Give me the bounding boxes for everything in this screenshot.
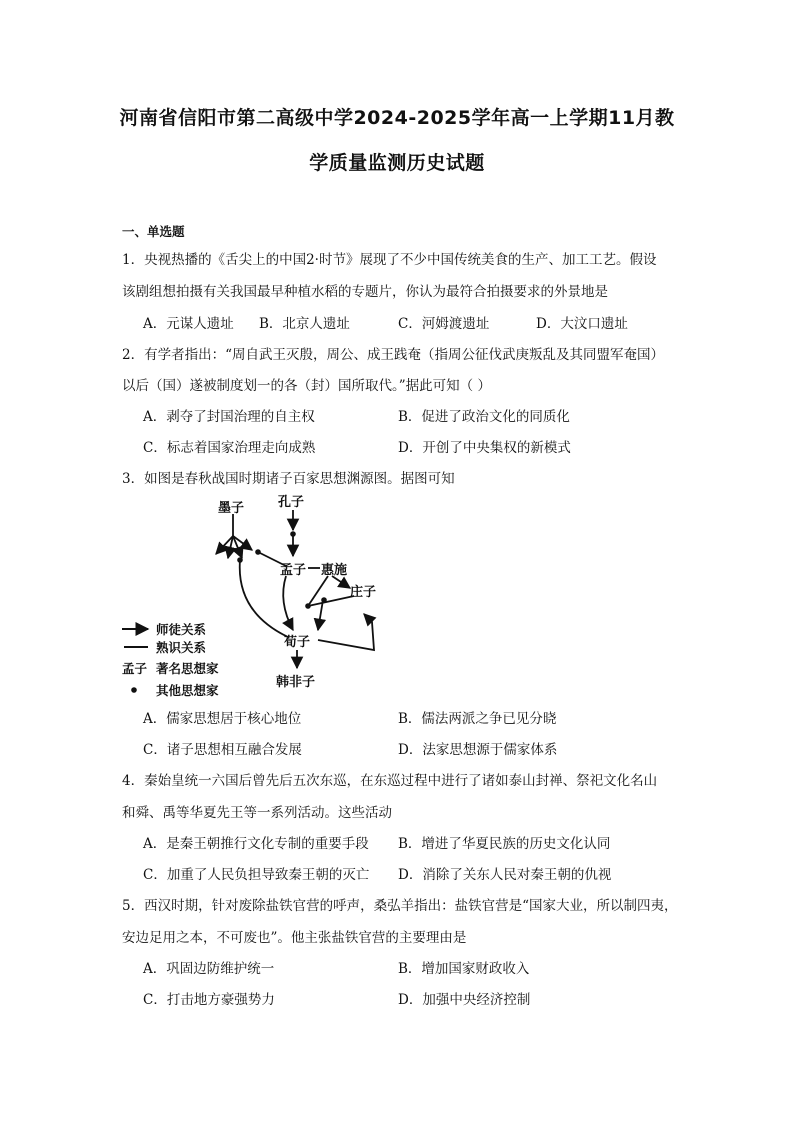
dot-node-3: [237, 557, 243, 563]
q2-option-a[interactable]: A．剥夺了封国治理的自主权: [143, 409, 315, 425]
q3-option-b[interactable]: B．儒法两派之争已见分晓: [398, 711, 557, 727]
title-line-1: 河南省信阳市第二高级中学2024-2025学年高一上学期11月教: [119, 107, 675, 129]
legend-famous: 著名思想家: [156, 661, 219, 676]
q4-line-2: 和舜、禹等华夏先王等一系列活动。这些活动: [122, 805, 392, 821]
legend-famous-sample: 孟子: [122, 661, 148, 676]
q2-option-d[interactable]: D．开创了中央集权的新模式: [398, 440, 571, 456]
title-line-2: 学质量监测历史试题: [309, 152, 485, 174]
q4-line-1: 4．秦始皇统一六国后曾先后五次东巡，在东巡过程中进行了诸如泰山封禅、祭祀文化名山: [122, 773, 658, 789]
q1-option-d[interactable]: D．大汶口遗址: [536, 316, 628, 332]
q5-option-a[interactable]: A．巩固边防维护统一: [143, 961, 275, 977]
node-kongzi: 孔子: [278, 495, 305, 510]
q5-option-b[interactable]: B．增加国家财政收入: [398, 961, 530, 977]
q4-option-b[interactable]: B．增进了华夏民族的历史文化认同: [398, 836, 611, 852]
q2-option-b[interactable]: B．促进了政治文化的同质化: [398, 409, 570, 425]
dot-node-5: [321, 597, 327, 603]
node-hanfeizi: 韩非子: [276, 675, 316, 690]
node-xunzi: 荀子: [284, 635, 311, 650]
xunzi-right-path: [318, 614, 374, 650]
node-mengzi: 孟子: [280, 563, 307, 578]
q5-line-1: 5．西汉时期，针对废除盐铁官营的呼声，桑弘羊指出：盐铁官营是“国家大业，所以制四夷，: [122, 898, 678, 914]
q1-option-b[interactable]: B．北京人遗址: [259, 316, 350, 332]
q3-line-1: 3．如图是春秋战国时期诸子百家思想渊源图。据图可知: [122, 471, 455, 487]
q1-line-2: 该剧组想拍摄有关我国最早种植水稻的专题片，你认为最符合拍摄要求的外景地是: [122, 284, 608, 300]
mid-link-2: [308, 596, 354, 606]
legend-other-dot: [131, 687, 137, 693]
q1-option-c[interactable]: C．河姆渡遗址: [398, 316, 490, 332]
q5-line-2: 安边足用之本，不可废也”。他主张盐铁官营的主要理由是: [122, 930, 467, 946]
node-huishi: 惠施: [321, 563, 348, 578]
q5-option-c[interactable]: C．打击地方豪强势力: [143, 992, 275, 1008]
q4-option-c[interactable]: C．加重了人民负担导致秦王朝的灭亡: [143, 867, 370, 883]
q3-option-c[interactable]: C．诸子思想相互融合发展: [143, 742, 302, 758]
q4-option-d[interactable]: D．消除了关东人民对秦王朝的仇视: [398, 867, 612, 883]
legend-teacher: 师徒关系: [156, 622, 207, 637]
thought-origin-diagram: [118, 492, 388, 702]
q2-option-c[interactable]: C．标志着国家治理走向成熟: [143, 440, 316, 456]
q3-option-a[interactable]: A．儒家思想居于核心地位: [143, 711, 302, 727]
section-heading: 一、单选题: [122, 224, 185, 239]
dot-node-2: [255, 549, 261, 555]
q1-line-1: 1．央视热播的《舌尖上的中国2·时节》展现了不少中国传统美食的生产、加工工艺。假设: [122, 252, 657, 268]
q3-option-d[interactable]: D．法家思想源于儒家体系: [398, 742, 558, 758]
legend-acquaint: 熟识关系: [156, 640, 207, 655]
q5-option-d[interactable]: D．加强中央经济控制: [398, 992, 531, 1008]
q2-line-2: 以后（国）遂被制度划一的各（封）国所取代。”据此可知（ ）: [122, 378, 491, 394]
q1-option-a[interactable]: A．元谋人遗址: [143, 316, 234, 332]
dot-node-1: [290, 531, 296, 537]
dot-node-4: [305, 603, 311, 609]
node-zhuangzi: 庄子: [350, 585, 377, 600]
legend-other: 其他思想家: [156, 683, 219, 698]
q2-line-1: 2．有学者指出：“周自武王灭殷，周公、成王践奄（指周公征伐武庚叛乱及其同盟军奄国）: [122, 347, 664, 363]
q4-option-a[interactable]: A．是秦王朝推行文化专制的重要手段: [143, 836, 369, 852]
node-mozi: 墨子: [218, 501, 245, 516]
mengzi-to-xunzi: [283, 576, 293, 630]
